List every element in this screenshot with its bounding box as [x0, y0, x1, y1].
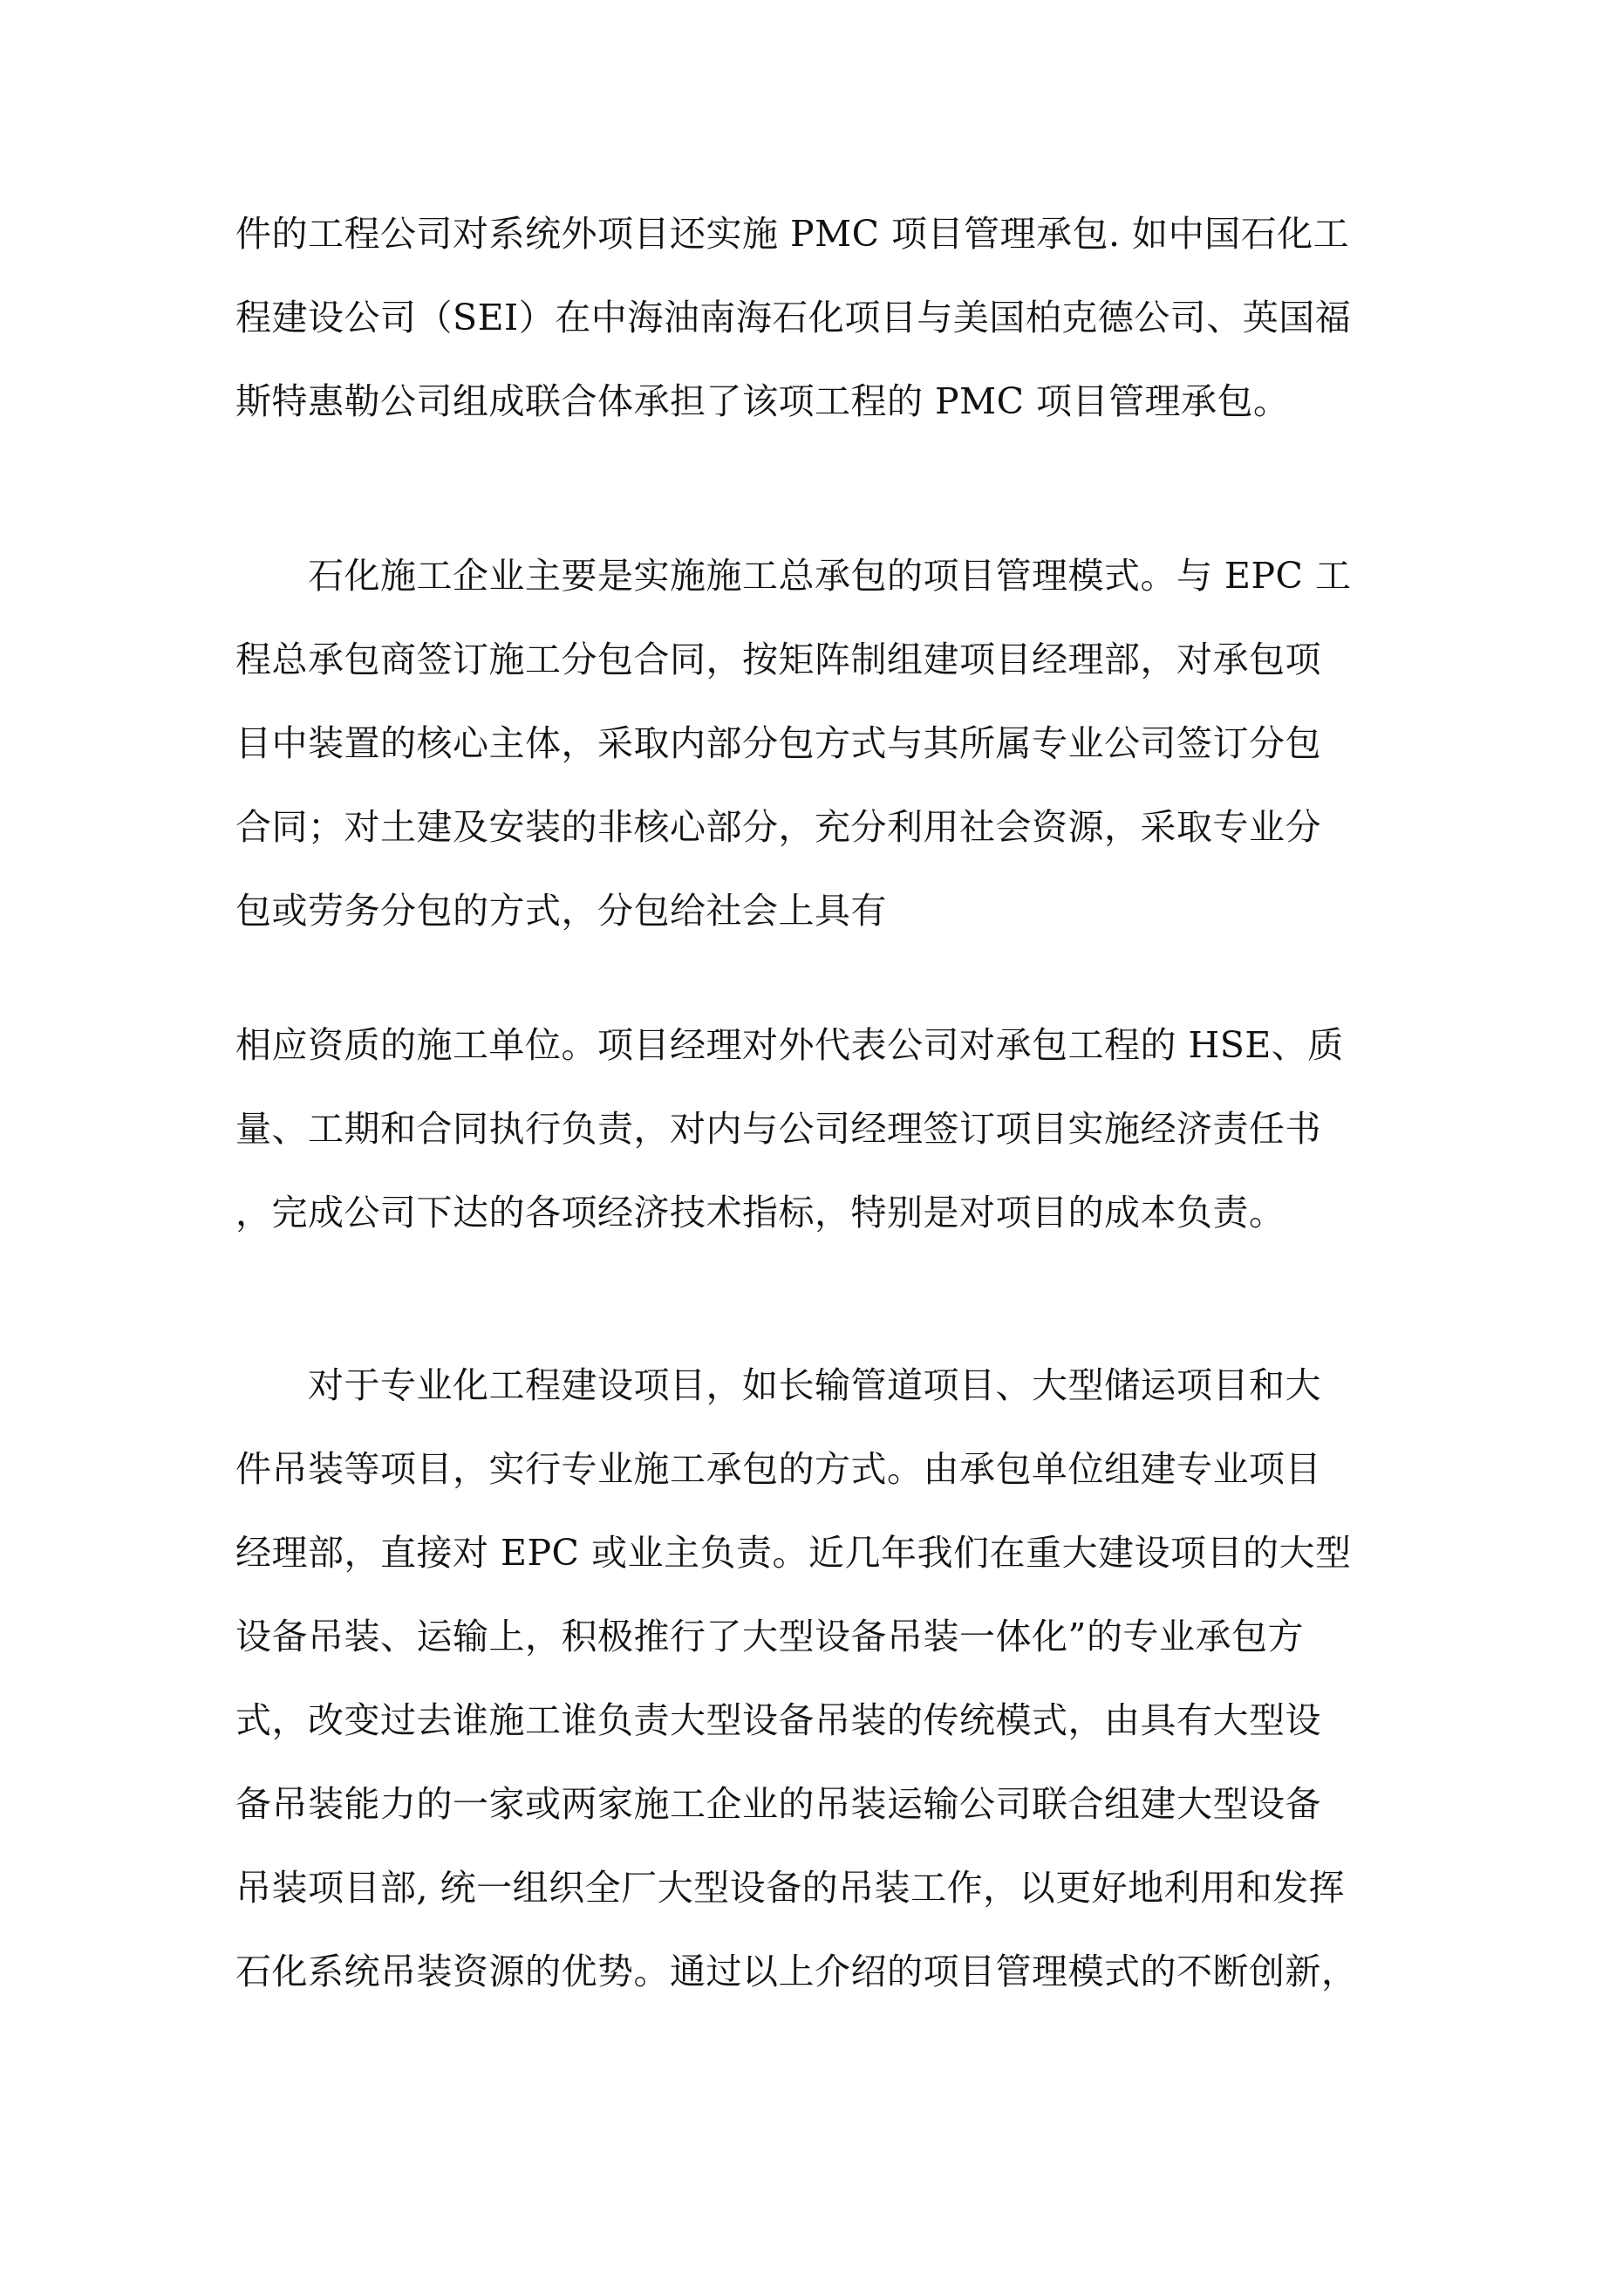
- text-line: 备吊装能力的一家或两家施工企业的吊装运输公司联合组建大型设备: [235, 1783, 1321, 1825]
- text-line: 目中装置的核心主体，采取内部分包方式与其所属专业公司签订分包: [235, 722, 1321, 764]
- text-line: 件吊装等项目，实行专业施工承包的方式。由承包单位组建专业项目: [235, 1448, 1321, 1490]
- paragraph-specialized-projects: [235, 1343, 1404, 2013]
- text-line: 件的工程公司对系统外项目还实施 PMC 项目管理承包. 如中国石化工: [235, 213, 1350, 255]
- text-line: 经理部，直接对 EPC 或业主负责。近几年我们在重大建设项目的大型: [235, 1532, 1352, 1574]
- text-line: 程总承包商签订施工分包合同，按矩阵制组建项目经理部，对承包项: [235, 639, 1321, 680]
- text-line: 相应资质的施工单位。项目经理对外代表公司对承包工程的 HSE、质: [235, 1024, 1344, 1066]
- text-line: 吊装项目部, 统一组织全厂大型设备的吊装工作，以更好地利用和发挥: [235, 1867, 1346, 1909]
- paragraph-project-manager: [235, 1003, 1404, 1254]
- text-line: 量、工期和合同执行负责，对内与公司经理签订项目实施经济责任书: [235, 1108, 1321, 1150]
- text-line: 石化系统吊装资源的优势。通过以上介绍的项目管理模式的不断创新，: [235, 1951, 1358, 1992]
- paragraph-construction-contracting: [235, 534, 1404, 953]
- text-line: ，完成公司下达的各项经济技术指标，特别是对项目的成本负责。: [235, 1192, 1285, 1233]
- text-line: 包或劳务分包的方式，分包给社会上具有: [235, 890, 887, 932]
- text-line: 设备吊装、运输上，积极推行了大型设备吊装一体化”的专业承包方: [235, 1616, 1304, 1657]
- text-line: 石化施工企业主要是实施施工总承包的项目管理模式。与 EPC 工: [235, 555, 1352, 597]
- text-line: 合同；对土建及安装的非核心部分，充分利用社会资源，采取专业分: [235, 806, 1321, 848]
- paragraph-pmc: [235, 192, 1404, 443]
- text-line: 式，改变过去谁施工谁负责大型设备吊装的传统模式，由具有大型设: [235, 1699, 1321, 1741]
- text-line: 对于专业化工程建设项目，如长输管道项目、大型储运项目和大: [235, 1364, 1321, 1406]
- text-line: 斯特惠勒公司组成联合体承担了该项工程的 PMC 项目管理承包。: [235, 380, 1290, 422]
- text-line: 程建设公司（SEI）在中海油南海石化项目与美国柏克德公司、英国福: [235, 297, 1352, 338]
